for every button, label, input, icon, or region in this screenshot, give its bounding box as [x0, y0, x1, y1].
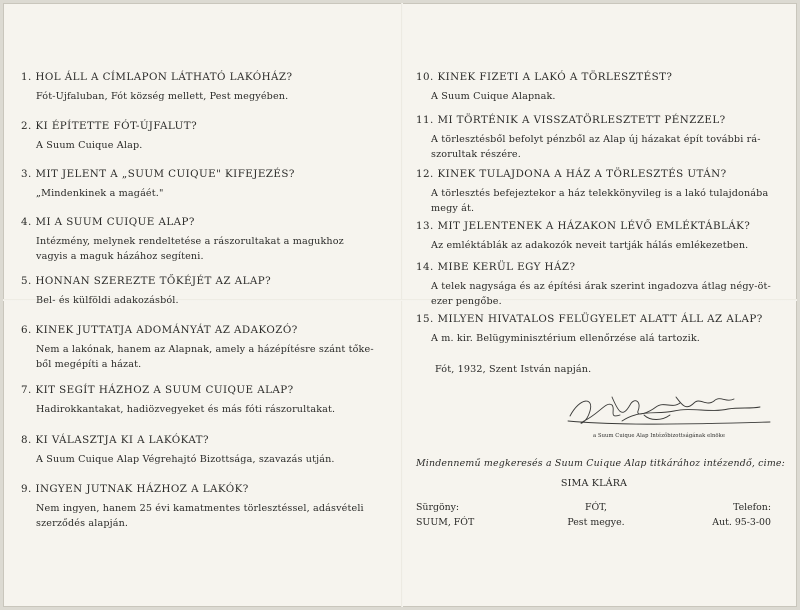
- qa-item: [21, 216, 344, 264]
- answer-line: „Mindenkinek a magáét.": [36, 188, 164, 199]
- telegram-value: SUUM, FÓT: [416, 517, 475, 528]
- qa-item: [416, 114, 761, 162]
- answer-text: [416, 89, 672, 104]
- answer-text: [21, 293, 271, 308]
- answer-text: [21, 402, 335, 417]
- qa-item: [21, 275, 271, 308]
- qa-item: [416, 71, 672, 104]
- answer-text: [21, 138, 197, 153]
- answer-line: szerződés alapján.: [36, 518, 129, 529]
- qa-item: [21, 168, 295, 201]
- answer-text: [416, 132, 761, 162]
- answer-line: Nem ingyen, hanem 25 évi kamatmentes törlesztéssel, adásvételi: [36, 503, 364, 514]
- answer-text: [21, 234, 344, 264]
- telegram-label: Sürgöny:: [416, 502, 460, 513]
- vertical-fold: [401, 3, 403, 607]
- city: FÓT,: [584, 502, 608, 513]
- answer-line: vagyis a maguk házához segíteni.: [36, 251, 204, 262]
- qa-item: [416, 168, 768, 216]
- answer-line: A Suum Cuique Alap.: [36, 140, 143, 151]
- question-text: 9. INGYEN JUTNAK HÁZHOZ A LAKÓK?: [21, 483, 249, 495]
- answer-line: A telek nagysága és az építési árak szerint ingadozva átlag négy-öt-: [431, 281, 771, 292]
- answer-text: [21, 342, 374, 372]
- question-text: 13. MIT JELENTENEK A HÁZAKON LÉVŐ EMLÉKTÁBLÁK?: [416, 220, 751, 232]
- document-page: [3, 3, 797, 607]
- question-text: 1. HOL ÁLL A CÍMLAPON LÁTHATÓ LAKÓHÁZ?: [21, 71, 293, 83]
- question-text: 11. MI TÖRTÉNIK A VISSZATÖRLESZTETT PÉNZZEL?: [416, 114, 726, 126]
- answer-line: ezer pengőbe.: [431, 296, 502, 307]
- contact-note: Mindennemű megkeresés a Suum Cuique Alap titkárához intézendő, cime:: [416, 458, 786, 469]
- answer-line: Intézmény, melynek rendeltetése a rászorultakat a magukhoz: [36, 236, 344, 247]
- answer-text: [416, 279, 771, 309]
- answer-line: Nem a lakónak, hanem az Alapnak, amely a házépítésre szánt tőke-: [36, 344, 374, 355]
- question-text: 3. MIT JELENT A „SUUM CUIQUE" KIFEJEZÉS?: [21, 168, 295, 180]
- qa-item: [21, 324, 374, 372]
- answer-line: A Suum Cuique Alap Végrehajtó Bizottsága, szavazás utján.: [36, 454, 335, 465]
- answer-text: [21, 452, 335, 467]
- answer-text: [21, 186, 295, 201]
- dateline: Fót, 1932, Szent István napján.: [435, 364, 592, 375]
- answer-line: Az emléktáblák az adakozók neveit tartják hálás emlékezetben.: [431, 240, 749, 251]
- question-text: 7. KIT SEGÍT HÁZHOZ A SUUM CUIQUE ALAP?: [21, 384, 294, 396]
- answer-line: Fót-Ujfaluban, Fót község mellett, Pest megyében.: [36, 91, 289, 102]
- question-text: 4. MI A SUUM CUIQUE ALAP?: [21, 216, 195, 228]
- answer-text: [416, 186, 768, 216]
- qa-item: [21, 71, 292, 104]
- phone-block: [703, 500, 771, 530]
- answer-line: ből megépíti a házat.: [36, 359, 142, 370]
- question-text: 8. KI VÁLASZTJA KI A LAKÓKAT?: [21, 434, 209, 446]
- answer-text: [21, 501, 364, 531]
- question-text: 10. KINEK FIZETI A LAKÓ A TÖRLESZTÉST?: [416, 71, 673, 83]
- answer-line: A törlesztés befejeztekor a ház telekkönyvileg is a lakó tulajdonába: [431, 188, 769, 199]
- answer-line: A m. kir. Belügyminisztérium ellenőrzése alá tartozik.: [431, 333, 700, 344]
- qa-item: [416, 220, 750, 253]
- qa-item: [21, 483, 364, 531]
- question-text: 2. KI ÉPÍTETTE FÓT-ÚJFALUT?: [21, 120, 198, 132]
- answer-line: Hadirokkantakat, hadiözvegyeket és más fóti rászorultakat.: [36, 404, 336, 415]
- telegram-block: [416, 500, 474, 530]
- county: Pest megye.: [567, 517, 625, 528]
- answer-line: A törlesztésből befolyt pénzből az Alap új házakat épít további rá-: [431, 134, 761, 145]
- question-text: 14. MIBE KERÜL EGY HÁZ?: [416, 261, 576, 273]
- secretary-name: SIMA KLÁRA: [560, 478, 628, 489]
- qa-item: [416, 261, 771, 309]
- answer-line: megy át.: [431, 203, 475, 214]
- question-text: 12. KINEK TULAJDONA A HÁZ A TÖRLESZTÉS UTÁN?: [416, 168, 727, 180]
- qa-item: [21, 384, 335, 417]
- answer-text: [21, 89, 292, 104]
- qa-item: [21, 434, 335, 467]
- question-text: 5. HONNAN SZEREZTE TŐKÉJÉT AZ ALAP?: [21, 275, 272, 287]
- answer-line: Bel- és külföldi adakozásból.: [36, 295, 179, 306]
- answer-text: [416, 331, 763, 346]
- phone-value: Aut. 95-3-00: [712, 517, 771, 528]
- signature-image: [560, 391, 775, 431]
- address-block: [551, 500, 641, 530]
- signature-caption: a Suum Cuique Alap Intézőbizottságának elnöke: [593, 433, 726, 439]
- question-text: 15. MILYEN HIVATALOS FELÜGYELET ALATT ÁLL AZ ALAP?: [416, 313, 763, 325]
- answer-line: szorultak részére.: [431, 149, 521, 160]
- qa-item: [416, 313, 763, 346]
- answer-line: A Suum Cuique Alapnak.: [431, 91, 556, 102]
- answer-text: [416, 238, 750, 253]
- phone-label: Telefon:: [733, 502, 771, 513]
- qa-item: [21, 120, 197, 153]
- question-text: 6. KINEK JUTTATJA ADOMÁNYÁT AZ ADAKOZÓ?: [21, 324, 298, 336]
